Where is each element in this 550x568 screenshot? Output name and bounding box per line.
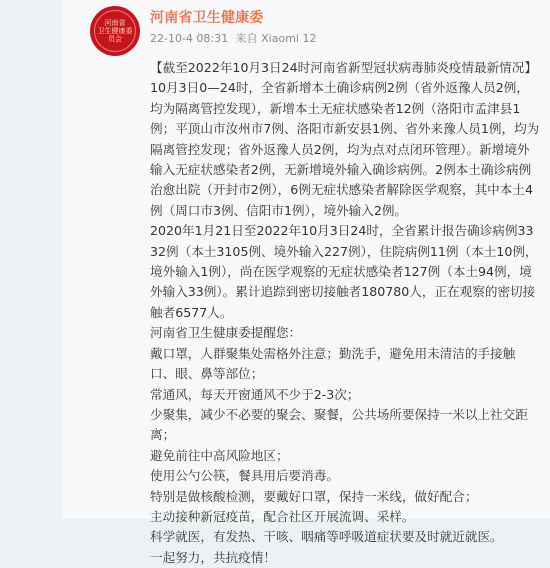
post-body-text: 【截至2022年10月3日24时河南省新型冠状病毒肺炎疫情最新情况】 10月3日0—24时，全省新增本土确诊病例2例（省外返豫人员2例，均为隔离管控发现），新增本土无症状感染者12例（洛阳市孟津县1例；平顶山市汝州市7例、洛阳市新安县1例、省外来豫人员1例，均为隔离管控发现；省外返豫人员2例，均为点对点闭环管理）。新增境外输入无症状感染者2例，无新增境外输入确诊病例。2例本土确诊病例治愈出院（开封市2例），6例无症状感染者解除医学观察，其中本土4例（周口市3例、信阳市1例），境外输入2例。 2020年1月21日至2022年10月3日24时，全省累计报告确诊病例3332例（本土3105例、境外输入227例），住院病例11例（本土10例，境外输入1例），尚在医学观察的无症状感染者127例（本土94例，境外输入33例）。累计追踪到密切接触者180780人，正在观察的密切接触者6577人。 河南省卫生健康委提醒您： 戴口罩，人群聚集处需格外注意；勤洗手，避免用未清洁的手接触口、眼、鼻等部位； 常通风，每天开窗通风不少于2-3次； 少聚集，减少不必要的聚会、聚餐，公共场所要保持一米以上社交距离； 避免前往中高风险地区； 使用公勺公筷，餐具用后要消毒。 特别是做核酸检测，要戴好口罩，保持一米线，做好配合； 主动接种新冠疫苗，配合社区开展流调、采样。 科学就医，有发热、干咳、咽痛等呼吸道症状要及时就近就医。 一起努力，共抗疫情！ — [150, 60, 540, 565]
avatar[interactable] — [90, 6, 140, 56]
post-meta — [150, 30, 320, 46]
post-source: 来自 Xiaomi 12 — [235, 32, 317, 45]
account-name[interactable]: 河南省卫生健康委 — [150, 10, 264, 26]
avatar-emblem — [94, 10, 136, 52]
avatar-text-line-2: 卫生健康委员会 — [97, 27, 133, 43]
weibo-post-card — [62, 0, 550, 565]
avatar-text-line-1: 河南省 — [104, 19, 126, 27]
post-timestamp[interactable]: 22-10-4 08:31 — [150, 32, 229, 45]
